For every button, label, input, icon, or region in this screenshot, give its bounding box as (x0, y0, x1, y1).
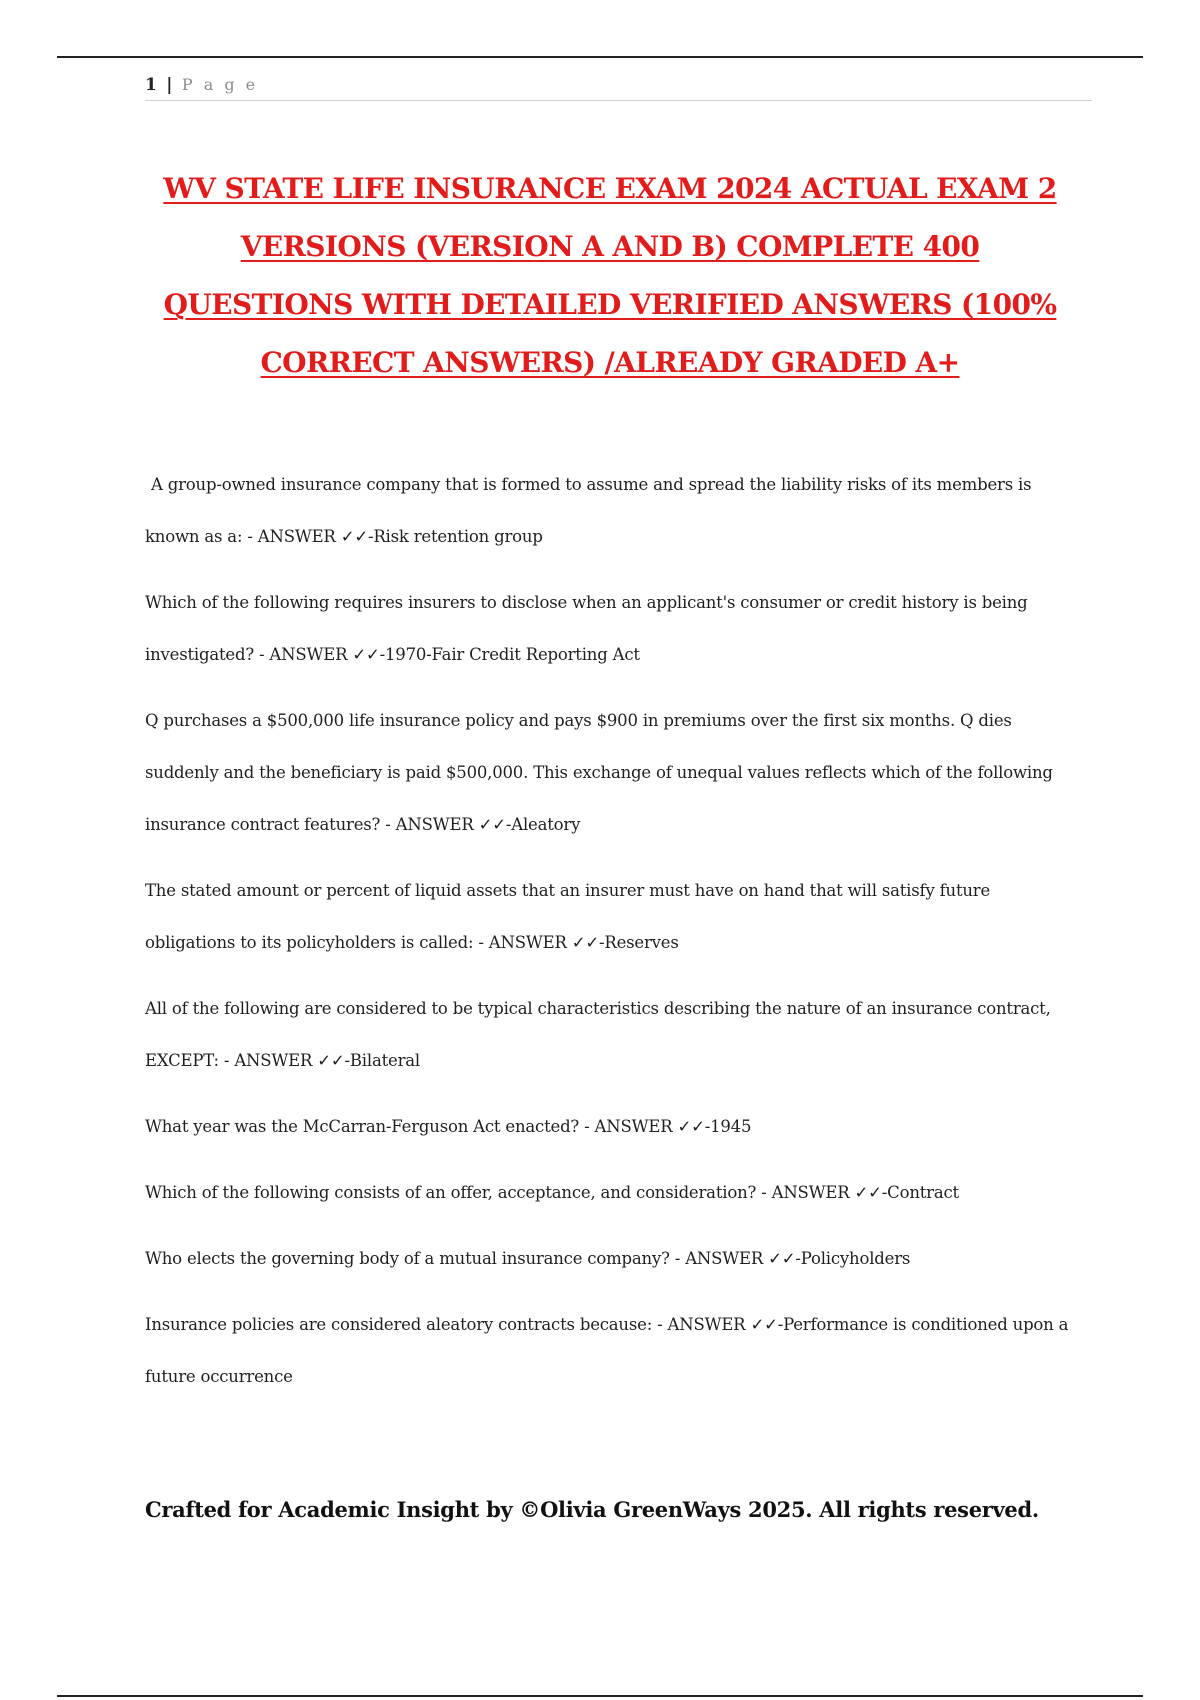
page-number: 1 (145, 75, 157, 95)
question-item: All of the following are considered to be typical characteristics describing the nature of an insurance contract, EXCEPT: - ANSWER ✓✓-Bilateral (145, 999, 1051, 1070)
question-item: Q purchases a $500,000 life insurance policy and pays $900 in premiums over the first six months. Q dies suddenly and the beneficiary is paid $500,000. This exchange of unequal values reflects which of the following insurance contract features? - ANSWER ✓✓-Aleatory (145, 711, 1053, 834)
page-label: P a g e (181, 75, 259, 94)
question-list (145, 459, 1085, 1417)
top-rule (57, 56, 1143, 58)
question-item: The stated amount or percent of liquid assets that an insurer must have on hand that will satisfy future obligations to its policyholders is called: - ANSWER ✓✓-Reserves (145, 881, 991, 952)
question-item: Which of the following consists of an offer, acceptance, and consideration? - ANSWER ✓✓-Contract (145, 1183, 959, 1202)
question-item: A group-owned insurance company that is formed to assume and spread the liability risks of its members is known as a: - ANSWER ✓✓-Risk retention group (145, 475, 1032, 546)
question-item: Insurance policies are considered aleatory contracts because: - ANSWER ✓✓-Performance is conditioned upon a future occurrence (145, 1315, 1069, 1386)
bottom-rule (57, 1695, 1143, 1697)
question-item: Which of the following requires insurers to disclose when an applicant's consumer or credit history is being investigated? - ANSWER ✓✓-1970-Fair Credit Reporting Act (145, 593, 1028, 664)
page-separator: | (166, 75, 173, 95)
question-item: What year was the McCarran-Ferguson Act enacted? - ANSWER ✓✓-1945 (145, 1117, 752, 1136)
page-header (145, 70, 1092, 101)
question-item: Who elects the governing body of a mutual insurance company? - ANSWER ✓✓-Policyholders (145, 1249, 911, 1268)
copyright-credit: Crafted for Academic Insight by ©Olivia GreenWays 2025. All rights reserved. (145, 1497, 1039, 1522)
document-title: WV STATE LIFE INSURANCE EXAM 2024 ACTUAL EXAM 2 VERSIONS (VERSION A AND B) COMPLETE 400 QUESTIONS WITH DETAILED VERIFIED ANSWERS (100% CORRECT ANSWERS) /ALREADY GRADED A+ (163, 172, 1057, 379)
